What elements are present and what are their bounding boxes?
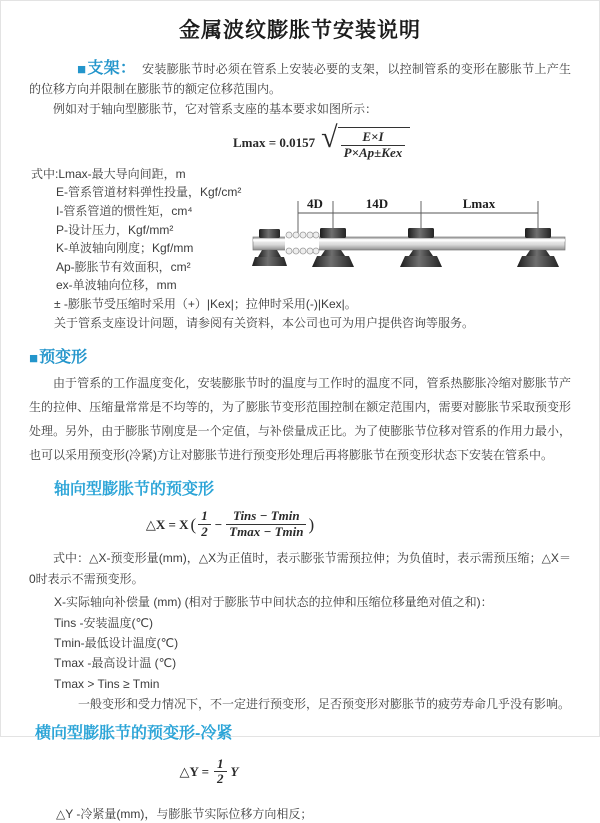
bellows-icon	[285, 232, 319, 254]
definition-line: I-管系管道的惯性矩，cm⁴	[56, 204, 193, 219]
lateral-subheading: 横向型膨胀节的预变形-冷紧	[35, 724, 233, 742]
formula-fraction	[341, 130, 406, 161]
definition-line: 式中:Lmax-最大导向间距，m	[31, 166, 186, 181]
sqrt-radical	[321, 121, 410, 161]
support-example-line: 例如对于轴向型膨胀节，它对管系支座的基本要求如图所示：	[53, 102, 378, 116]
formula-numerator: E×I	[341, 130, 406, 146]
dim-label-lmax: Lmax	[462, 196, 496, 211]
half-fraction	[198, 509, 211, 540]
formula-lhs: Lmax = 0.0157	[233, 134, 316, 150]
definition-line: Tmin-最低设计温度(℃)	[54, 635, 179, 650]
section-bullet-icon: ■	[29, 350, 39, 368]
dim-label-4d: 4D	[307, 196, 323, 211]
axial-note-line: 一般变形和受力情况下，不一定进行预变形，足否预变形对膨胀节的疲劳寿命几乎没有影响。	[78, 697, 571, 712]
support-section-heading: 支架：	[87, 60, 137, 77]
consulting-note-line: 关于管系支座设计问题，请参阅有关资料，本公司也可为用户提供咨询等服务。	[54, 315, 475, 330]
definition-line: X-实际轴向补偿量 (mm) (相对于膨胀节中间状态的拉伸和压缩位移量绝对值之和)：	[54, 595, 493, 610]
lateral-formula-description: △Y -冷紧量(mm)，与膨胀节实际位移方向相反；	[56, 807, 313, 822]
predeform-heading-text: 预变形	[39, 349, 88, 367]
predeform-paragraph: 由于管系的工作温度变化，安装膨胀节时的温度与工作时的温度不同，管系热膨胀冷缩对膨胀节产生的拉伸、压缩量常常是不均等的，为了膨胀节变形范围控制在额定范围内，需要对膨胀节采取预变形处理。另外，由于膨胀节刚度是一个定值，与补偿量成正比。为了使膨胀节位移对管系的作用力最小，也可以采用预变形(冷紧)方让对膨胀节进行预变形处理后再将膨胀节在预变形状态下安装在管系中。	[29, 376, 571, 463]
temp-numerator: Tins − Tmin	[226, 509, 306, 525]
dim-label-14d: 14D	[365, 196, 389, 211]
formula-denominator: P×Ap±Kex	[343, 144, 403, 160]
definition-line: Ap-膨胀节有效面积，cm²	[56, 259, 191, 274]
support-intro-text: 安装膨胀节时必须在管系上安装必要的支架，以控制管系的变形在膨胀节上产生的位移方向并限制在膨胀节的额定位移范围内。	[29, 62, 571, 96]
definition-line: P-设计压力，Kgf/mm²	[56, 222, 174, 237]
page-title: 金属波纹膨胀节安装说明	[179, 19, 421, 42]
definition-line: ex-单波轴向位移，mm	[56, 278, 177, 293]
half-denominator: 2	[217, 771, 224, 787]
formula-lhs: △Y =	[179, 763, 210, 779]
open-paren: (	[190, 514, 197, 534]
section-bullet-icon: ■	[77, 61, 87, 78]
predeform-section-heading	[29, 348, 571, 368]
half-denominator: 2	[201, 524, 208, 540]
formula-rhs: Y	[230, 763, 239, 779]
definition-line: Tmax > Tins ≥ Tmin	[54, 676, 160, 691]
axial-subheading: 轴向型膨胀节的预变形	[54, 481, 215, 499]
pipe-support-diagram	[249, 189, 599, 289]
axial-variable-definitions	[54, 592, 599, 714]
definition-line: E-管系管道材料弹性投量，Kgf/cm²	[56, 185, 242, 200]
close-paren: )	[308, 514, 315, 534]
half-numerator: 1	[214, 757, 227, 773]
minus-sign: −	[214, 516, 223, 532]
definition-line: Tins -安装温度(℃)	[54, 615, 154, 630]
definition-line: K-单波轴向刚度；Kgf/mm	[56, 241, 194, 256]
half-numerator: 1	[198, 509, 211, 525]
axial-formula-description: 式中：△X-预变形量(mm)，△X为正值时，表示膨张节需预拉伸；为负值时，表示需预压缩；△X＝0时表示不需预变形。	[29, 551, 571, 587]
support-intro-paragraph	[29, 59, 571, 99]
formula-lhs: △X = X	[145, 516, 189, 532]
temp-denominator: Tmax − Tmin	[229, 524, 304, 540]
definition-line: Tmax -最高设计温 (℃)	[54, 656, 177, 671]
temperature-fraction	[226, 509, 306, 540]
sqrt-symbol-icon: √	[321, 121, 338, 154]
lateral-coldtight-formula	[1, 757, 421, 788]
guide-spacing-formula	[233, 121, 599, 161]
half-fraction	[214, 757, 227, 788]
definition-line: ± -膨胀节受压缩时采用（+）|Kex|；拉伸时采用(-)|Kex|。	[54, 297, 357, 312]
axial-predeform-formula	[1, 509, 461, 540]
